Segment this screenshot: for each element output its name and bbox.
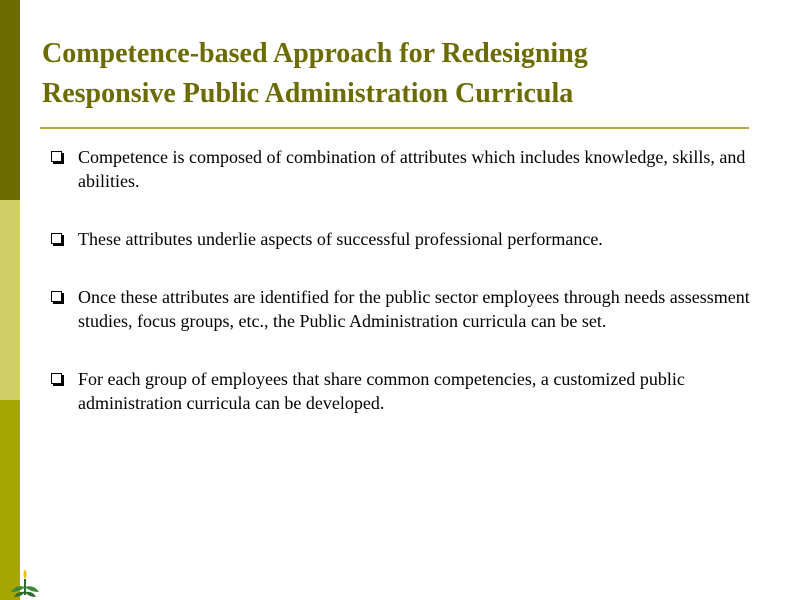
bullet-list <box>48 145 768 449</box>
bullet-item <box>48 227 768 251</box>
title-line-2: Responsive Public Administration Curricula <box>42 78 574 109</box>
left-stripe-top <box>0 0 20 200</box>
bullet-item <box>48 145 768 193</box>
hollow-square-icon <box>51 233 62 244</box>
title-line-1: Competence-based Approach for Redesigning <box>42 38 588 69</box>
slide-title <box>42 34 762 114</box>
hollow-square-icon <box>51 291 62 302</box>
plant-logo-icon <box>8 565 42 599</box>
hollow-square-icon <box>51 373 62 384</box>
left-stripe-middle <box>0 200 20 400</box>
bullet-item <box>48 285 768 333</box>
title-divider <box>40 127 749 129</box>
bullet-text: These attributes underlie aspects of successful professional performance. <box>78 229 603 249</box>
bullet-item <box>48 367 768 415</box>
bullet-text: Once these attributes are identified for the public sector employees through needs assessment studies, focus groups, etc., the Public Administration curricula can be set. <box>78 287 750 331</box>
bullet-text: Competence is composed of combination of attributes which includes knowledge, skills, and abilities. <box>78 147 746 191</box>
hollow-square-icon <box>51 151 62 162</box>
bullet-text: For each group of employees that share common competencies, a customized public administration curricula can be developed. <box>78 369 685 413</box>
